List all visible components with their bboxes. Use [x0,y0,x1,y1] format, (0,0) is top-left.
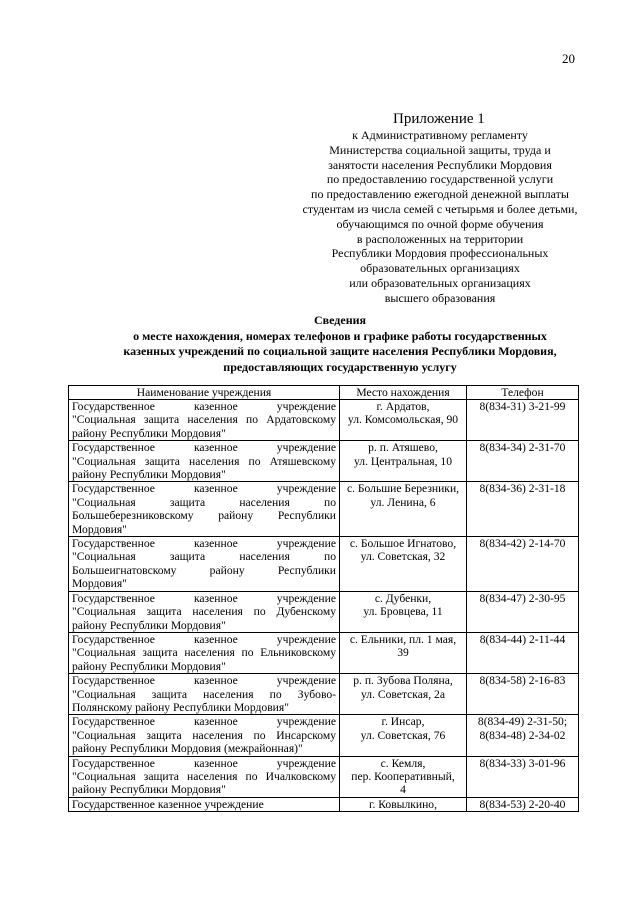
header-phone: Телефон [467,386,579,400]
institution-name-line: Государственное казенное учреждение [72,400,336,413]
institution-name-line: району Республики Мордовия (межрайонная)" [72,742,303,756]
institution-phone-line: 8(834-49) 2-31-50; [477,715,568,729]
institution-name-line: Государственное казенное учреждение [72,797,264,811]
table-row [69,756,579,797]
institution-name-line: району Республики Мордовия" [72,468,226,482]
institution-address-line: с. Кемля, [380,756,426,770]
table-row [69,537,579,592]
institution-phone-line: 8(834-34) 2-31-70 [479,441,566,455]
institution-address [340,400,467,441]
appendix-title: Приложение 1 [393,111,485,127]
institution-address [340,797,467,811]
institution-address [340,537,467,592]
table-row [69,400,579,441]
institution-phone [467,674,579,715]
institution-address-line: 4 [400,783,406,797]
appendix-line: к Административному регламенту [352,128,528,142]
appendix-line: по предоставлению ежегодной денежной выплаты [311,187,569,202]
institution-phone-line: 8(834-58) 2-16-83 [479,674,566,688]
institution-address-line: ул. Центральная, 10 [354,454,452,468]
institution-phone-line: 8(834-36) 2-31-18 [479,482,566,496]
institution-name-line: "Социальная защита населения по Ельниковскому [72,646,336,660]
institution-phone [467,441,579,482]
appendix-block [290,128,590,306]
institution-address-line: г. Ардатов, [376,400,430,413]
institution-address-line: ул. Бровцева, 11 [363,605,443,619]
heading-line: о месте нахождения, номерах телефонов и графике работы государственных [133,328,547,343]
institution-name-line: Государственное казенное учреждение [72,715,336,729]
institution-address-line: г. Инсар, [381,715,425,729]
institution-phone [467,400,579,441]
institution-address-line: с. Ельники, пл. 1 мая, [349,632,457,646]
institution-name [69,756,340,797]
institution-name-line: "Социальная защита населения по Инсарскому [72,728,336,742]
appendix-line: Республики Мордовия профессиональных [331,246,549,261]
institution-address-line: ул. Советская, 32 [360,550,446,564]
institution-name-line: "Социальная защита населения по Ардатовскому [72,413,336,427]
institution-name-line: "Социальная защита населения по Атяшевскому [72,454,336,468]
institution-phone [467,632,579,673]
institution-address [340,756,467,797]
institution-name-line: Государственное казенное учреждение [72,482,336,496]
institution-name-line: Полянскому району Республики Мордовия" [72,700,289,714]
institution-address-line: г. Ковылкино, [369,797,437,811]
institution-name-line: району Республики Мордовия" [72,659,226,673]
institution-phone [467,797,579,811]
institution-phone-line: 8(834-53) 2-20-40 [479,797,566,811]
institution-name [69,715,340,756]
table-row [69,591,579,632]
institution-address-line: пер. Кооперативный, [351,769,455,783]
appendix-line: высшего образования [384,290,496,305]
institution-phone-line: 8(834-33) 3-01-96 [479,756,566,770]
institution-address [340,591,467,632]
institution-name-line: "Социальная защита населения по Дубенскому [72,605,336,619]
institution-address-line: 39 [397,646,409,660]
table-body [69,400,579,812]
institution-name [69,537,340,592]
institution-name [69,674,340,715]
institution-name [69,482,340,537]
institution-address-line: ул. Комсомольская, 90 [347,413,459,427]
header-address: Место нахождения [340,386,467,400]
institution-name-line: Большеберезниковскому району Республики [72,509,336,523]
institution-name-line: Мордовия" [72,577,127,591]
institution-phone [467,482,579,537]
institution-address-line: р. п. Зубова Поляна, [353,674,453,688]
institution-name-line: Государственное казенное учреждение [72,591,336,605]
table-row [69,715,579,756]
institution-phone-line: 8(834-31) 3-21-99 [479,400,566,413]
appendix-line: образовательных организациях [360,261,520,276]
appendix-line: обучающимся по очной форме обучения [336,216,544,231]
institution-name [69,400,340,441]
table-row [69,441,579,482]
appendix-line: Министерства социальной защиты, труда и [329,142,551,157]
institution-address-line: с. Дубенки, [374,591,432,605]
table-header-row [69,386,579,400]
institution-phone [467,756,579,797]
institution-address [340,715,467,756]
appendix-line: студентам из числа семей с четырьмя и более детьми, [302,201,578,216]
institution-phone-line: 8(834-48) 2-34-02 [479,728,566,742]
institution-name [69,591,340,632]
institution-address [340,674,467,715]
institution-phone [467,537,579,592]
institution-phone-line: 8(834-44) 2-11-44 [479,632,566,646]
institution-name-line: Государственное казенное учреждение [72,537,336,551]
appendix-line: или образовательных организациях [349,275,531,290]
institution-address-line: ул. Советская, 2а [361,687,445,701]
institution-name-line: "Социальная защита населения по Ичалковскому [72,769,336,783]
institution-phone [467,591,579,632]
institution-name-line: "Социальная защита населения по Зубово- [72,687,336,701]
document-heading [60,313,620,375]
institution-name-line: "Социальная защита населения по [72,550,336,564]
table-row [69,674,579,715]
page-number: 20 [562,51,575,66]
institution-name-line: району Республики Мордовия" [72,618,226,632]
institution-name-line: Государственное казенное учреждение [72,756,336,770]
heading-title: Сведения [313,313,367,327]
institution-name [69,441,340,482]
institution-address [340,482,467,537]
institution-name-line: Государственное казенное учреждение [72,632,336,646]
appendix-line: в расположенных на территории [356,231,524,246]
institution-name-line: Мордовия" [72,522,127,536]
header-name: Наименование учреждения [69,386,340,400]
institution-name-line: району Республики Мордовия" [72,426,226,440]
institution-phone-line: 8(834-47) 2-30-95 [479,591,566,605]
heading-line: казенных учреждений по социальной защите населения Республики Мордовия, [123,344,557,358]
institution-address-line: с. Большое Игнатово, [349,537,457,551]
institution-name-line: Большеигнатовскому району Республики [72,563,336,577]
institution-address-line: ул. Советская, 76 [360,728,446,742]
institution-address [340,632,467,673]
institution-address-line: ул. Ленина, 6 [370,495,436,509]
institution-name-line: Государственное казенное учреждение [72,441,336,455]
table-row [69,797,579,811]
table-row [69,482,579,537]
heading-line: предоставляющих государственную услугу [223,359,457,374]
institution-name [69,632,340,673]
institution-address-line: с. Большие Березники, [346,482,460,496]
table-row [69,632,579,673]
appendix-line: занятости населения Республики Мордовия [328,157,552,172]
appendix-line: по предоставлению государственной услуги [326,172,554,187]
institution-address-line: р. п. Атяшево, [368,441,438,455]
institution-name-line: "Социальная защита населения по [72,495,336,509]
institution-phone [467,715,579,756]
institutions-table [68,385,579,812]
institution-name-line: району Республики Мордовия" [72,783,226,797]
institution-address [340,441,467,482]
institution-name-line: Государственное казенное учреждение [72,674,336,688]
institution-phone-line: 8(834-42) 2-14-70 [479,537,566,551]
institution-name [69,797,340,811]
